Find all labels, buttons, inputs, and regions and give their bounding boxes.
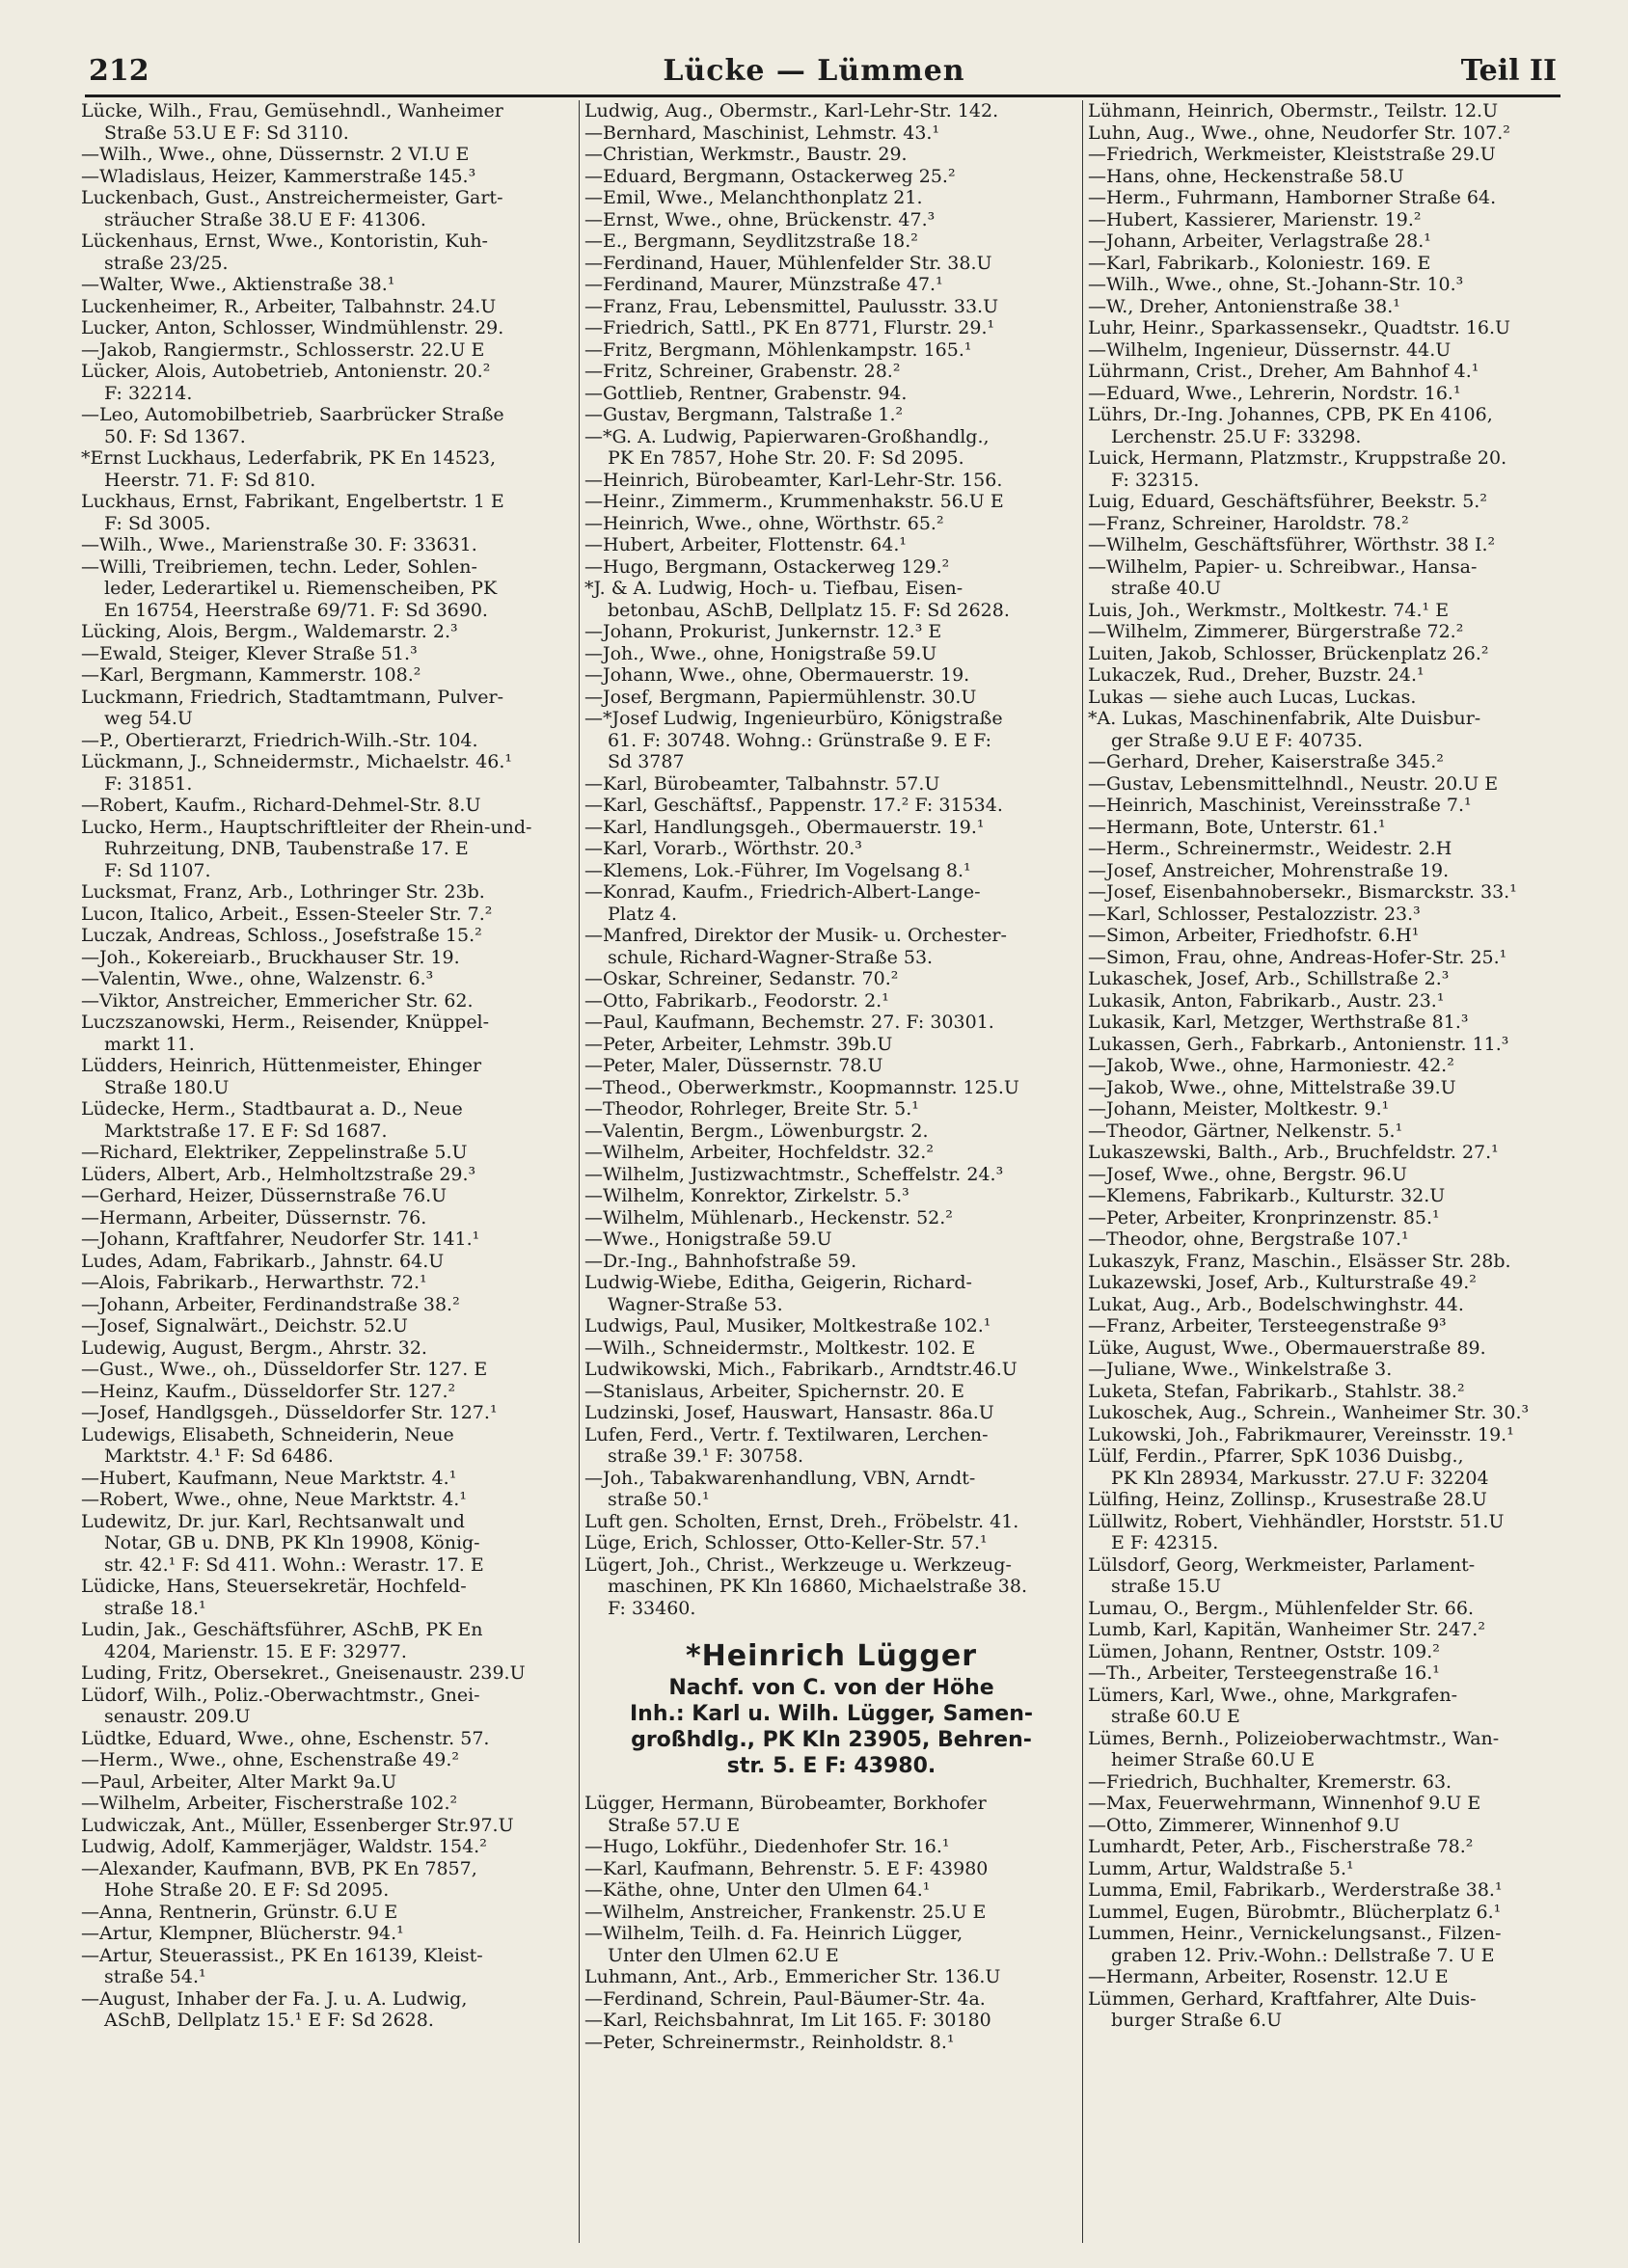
entry-continuation: leder, Lederartikel u. Riemenscheiben, PK [104, 578, 498, 599]
directory-entry: —Jakob, Wwe., ohne, Harmoniestr. 42.² [1088, 1055, 1454, 1076]
column-3 [1088, 100, 1570, 2243]
directory-entry: —Heinz, Kaufm., Düsseldorfer Str. 127.² [81, 1380, 456, 1402]
directory-entry: Lügert, Joh., Christ., Werkzeuge u. Werkzeug- [584, 1553, 1012, 1576]
directory-entry: —Hubert, Arbeiter, Flottenstr. 64.¹ [584, 534, 907, 555]
directory-entry: Luft gen. Scholten, Ernst, Dreh., Fröbelstr. 41. [584, 1510, 1019, 1532]
directory-entry: Luketa, Stefan, Fabrikarb., Stahlstr. 38.² [1088, 1380, 1465, 1402]
directory-entry: —Josef, Wwe., ohne, Bergstr. 96.U [1088, 1163, 1408, 1185]
directory-entry: —Ewald, Steiger, Klever Straße 51.³ [81, 642, 418, 664]
entry-continuation: betonbau, ASchB, Dellplatz 15. F: Sd 2628. [608, 599, 1010, 621]
directory-entry: Luckenbach, Gust., Anstreichermeister, Gart- [81, 187, 503, 208]
directory-entry: Luczak, Andreas, Schloss., Josefstraße 15.² [81, 925, 482, 946]
entry-continuation: sträucher Straße 38.U E F: 41306. [104, 208, 426, 230]
entry-continuation: weg 54.U [104, 708, 193, 729]
directory-entry: —Johann, Arbeiter, Ferdinandstraße 38.² [81, 1293, 460, 1315]
directory-entry: —Karl, Kaufmann, Behrenstr. 5. E F: 43980 [584, 1857, 989, 1879]
directory-entry: Lucker, Anton, Schlosser, Windmühlenstr. 29. [81, 317, 504, 338]
directory-entry: —Heinrich, Maschinist, Vereinsstraße 7.¹ [1088, 795, 1472, 816]
column-divider [1082, 100, 1083, 2243]
directory-entry: Lumhardt, Peter, Arb., Fischerstraße 78.² [1088, 1836, 1474, 1857]
directory-entry: Lukassen, Gerh., Fabrkarb., Antonienstr. 11.³ [1088, 1033, 1509, 1055]
entry-continuation: Unter den Ulmen 62.U E [608, 1944, 839, 1966]
directory-entry: —Willi, Treibriemen, techn. Leder, Sohlen- [81, 555, 477, 578]
directory-entry: Lukazewski, Josef, Arb., Kulturstraße 49.² [1088, 1272, 1477, 1293]
entry-continuation: maschinen, PK Kln 16860, Michaelstraße 38. [608, 1576, 1027, 1597]
directory-entry: Luhn, Aug., Wwe., ohne, Neudorfer Str. 107.² [1088, 122, 1510, 144]
directory-entry: Lumb, Karl, Kapitän, Wanheimer Str. 247.² [1088, 1619, 1485, 1640]
directory-entry: Lumm, Artur, Waldstraße 5.¹ [1088, 1857, 1354, 1879]
entry-continuation: heimer Straße 60.U E [1111, 1749, 1316, 1770]
directory-entry: Lukasik, Anton, Fabrikarb., Austr. 23.¹ [1088, 989, 1445, 1012]
directory-entry: —Joh., Tabakwarenhandlung, VBN, Arndt- [584, 1467, 976, 1489]
entry-continuation: F: 32214. [104, 382, 193, 404]
directory-entry: —Wilh., Wwe., Marienstraße 30. F: 33631. [81, 534, 477, 555]
directory-entry: —Th., Arbeiter, Tersteegenstraße 16.¹ [1088, 1662, 1440, 1684]
entry-continuation: markt 11. [104, 1033, 195, 1055]
directory-entry: —Karl, Reichsbahnrat, Im Lit 165. F: 30180 [584, 2010, 991, 2031]
entry-continuation: F: 31851. [104, 772, 193, 795]
directory-entry: —Emil, Wwe., Melanchthonplatz 21. [584, 187, 923, 208]
directory-entry: Ludwiczak, Ant., Müller, Essenberger Str.97.U [81, 1814, 514, 1836]
directory-entry: —Ferdinand, Schrein, Paul-Bäumer-Str. 4a. [584, 1987, 986, 2010]
entry-continuation: burger Straße 6.U [1111, 2010, 1283, 2031]
directory-entry: Lümes, Bernh., Polizeioberwachtmstr., Wan- [1088, 1727, 1500, 1749]
directory-entry: —Ernst, Wwe., ohne, Brückenstr. 47.³ [584, 208, 936, 230]
directory-entry: Lühmann, Heinrich, Obermstr., Teilstr. 12.U [1088, 100, 1499, 122]
entry-continuation: F: 32315. [1111, 469, 1200, 491]
directory-entry: —Valentin, Wwe., ohne, Walzenstr. 6.³ [81, 968, 434, 989]
directory-entry: —Richard, Elektriker, Zeppelinstraße 5.U [81, 1142, 468, 1163]
directory-entry: —Heinrich, Bürobeamter, Karl-Lehr-Str. 156. [584, 469, 1003, 491]
directory-entry: —Karl, Bürobeamter, Talbahnstr. 57.U [584, 772, 940, 795]
directory-entry: Lukas — siehe auch Lucas, Luckas. [1088, 686, 1417, 708]
entry-continuation: 4204, Marienstr. 15. E F: 32977. [104, 1640, 407, 1662]
advertisement-line: Nachf. von C. von der Höhe [668, 1676, 994, 1700]
directory-entry: Lümen, Johann, Rentner, Oststr. 109.² [1088, 1640, 1440, 1662]
column-1 [81, 100, 575, 2243]
directory-entry: Ludin, Jak., Geschäftsführer, ASchB, PK En [81, 1619, 483, 1640]
directory-entry: —Gottlieb, Rentner, Grabenstr. 94. [584, 382, 908, 404]
directory-entry: Luhmann, Ant., Arb., Emmericher Str. 136.U [584, 1966, 1001, 1987]
directory-entry: —Gustav, Bergmann, Talstraße 1.² [584, 404, 904, 425]
directory-entry: —Hubert, Kaufmann, Neue Marktstr. 4.¹ [81, 1467, 457, 1489]
header-rule [85, 94, 1560, 97]
entry-continuation: Hohe Straße 20. E F: Sd 2095. [104, 1879, 390, 1901]
directory-entry: Luding, Fritz, Obersekret., Gneisenaustr. 239.U [81, 1662, 526, 1684]
column-divider [579, 100, 580, 2243]
directory-entry: —Paul, Arbeiter, Alter Markt 9a.U [81, 1770, 397, 1793]
directory-entry: —Franz, Schreiner, Haroldstr. 78.² [1088, 512, 1409, 534]
directory-entry: —Bernhard, Maschinist, Lehmstr. 43.¹ [584, 122, 940, 144]
directory-entry: —Peter, Arbeiter, Kronprinzenstr. 85.¹ [1088, 1206, 1440, 1228]
directory-entry: —Ferdinand, Maurer, Münzstraße 47.¹ [584, 274, 943, 295]
directory-entry: Luick, Hermann, Platzmstr., Kruppstraße 20. [1088, 447, 1507, 469]
entry-continuation: str. 42.¹ F: Sd 411. Wohn.: Werastr. 17. E [104, 1553, 484, 1576]
directory-entry: Luckhaus, Ernst, Fabrikant, Engelbertstr. 1 E [81, 491, 504, 512]
directory-entry: —Hans, ohne, Heckenstraße 58.U [1088, 165, 1404, 187]
directory-entry: Lülsdorf, Georg, Werkmeister, Parlament- [1088, 1553, 1476, 1576]
directory-entry: —Valentin, Bergm., Löwenburgstr. 2. [584, 1120, 929, 1142]
directory-entry: —Heinrich, Wwe., ohne, Wörthstr. 65.² [584, 512, 944, 534]
column-2 [584, 100, 1078, 2243]
directory-entry: —Theod., Oberwerkmstr., Koopmannstr. 125.U [584, 1076, 1019, 1098]
entry-continuation: straße 39.¹ F: 30758. [608, 1445, 804, 1467]
directory-entry: —Hermann, Bote, Unterstr. 61.¹ [1088, 816, 1386, 838]
directory-entry: Lucksmat, Franz, Arb., Lothringer Str. 23b. [81, 881, 485, 903]
directory-entry: —Simon, Arbeiter, Friedhofstr. 6.H¹ [1088, 925, 1420, 946]
directory-entry: Lummen, Heinr., Vernickelungsanst., Filzen- [1088, 1923, 1502, 1944]
advertisement-line: Inh.: Karl u. Wilh. Lügger, Samen- [629, 1702, 1034, 1726]
directory-entry: —Gustav, Lebensmittelhndl., Neustr. 20.U E [1088, 772, 1499, 795]
directory-entry: —Wwe., Honigstraße 59.U [584, 1228, 832, 1250]
advertisement-line: großhdlg., PK Kln 23905, Behren- [631, 1728, 1032, 1752]
directory-entry: —Friedrich, Buchhalter, Kremerstr. 63. [1088, 1770, 1452, 1793]
directory-entry: —Wilhelm, Geschäftsführer, Wörthstr. 38 I.² [1088, 534, 1496, 555]
directory-entry: —Wilhelm, Konrektor, Zirkelstr. 5.³ [584, 1185, 909, 1206]
directory-entry: Lummel, Eugen, Bürobmtr., Blücherplatz 6.¹ [1088, 1901, 1502, 1923]
directory-entry: Luckmann, Friedrich, Stadtamtmann, Pulver- [81, 686, 504, 708]
entry-continuation: Ruhrzeitung, DNB, Taubenstraße 17. E [104, 838, 469, 859]
entry-continuation: E F: 42315. [1111, 1532, 1219, 1553]
directory-entry: —Johann, Wwe., ohne, Obermauerstr. 19. [584, 664, 970, 686]
directory-entry: —Klemens, Lok.-Führer, Im Vogelsang 8.¹ [584, 859, 971, 881]
entry-continuation: F: 33460. [608, 1597, 696, 1619]
directory-entry: —Alexander, Kaufmann, BVB, PK En 7857, [81, 1857, 477, 1879]
directory-entry: —August, Inhaber der Fa. J. u. A. Ludwig, [81, 1987, 468, 2010]
directory-entry: —Karl, Handlungsgeh., Obermauerstr. 19.¹ [584, 816, 985, 838]
entry-continuation: Notar, GB u. DNB, PK Kln 19908, König- [104, 1532, 480, 1553]
directory-entry: —Wilh., Wwe., ohne, Düssernstr. 2 VI.U E [81, 144, 470, 165]
directory-entry: —Peter, Schreinermstr., Reinholdstr. 8.¹ [584, 2031, 955, 2053]
directory-entry: Lücking, Alois, Bergm., Waldemarstr. 2.³ [81, 621, 458, 642]
directory-entry: Lumau, O., Bergm., Mühlenfelder Str. 66. [1088, 1597, 1474, 1619]
directory-entry: Lüdicke, Hans, Steuersekretär, Hochfeld- [81, 1576, 467, 1597]
directory-entry: —Hermann, Arbeiter, Rosenstr. 12.U E [1088, 1966, 1449, 1987]
directory-entry: —Hubert, Kassierer, Marienstr. 19.² [1088, 208, 1422, 230]
directory-entry: —Karl, Fabrikarb., Koloniestr. 169. E [1088, 252, 1431, 274]
directory-entry: Ludwigs, Paul, Musiker, Moltkestraße 102.¹ [584, 1315, 991, 1336]
directory-entry: Lukasik, Karl, Metzger, Werthstraße 81.³ [1088, 1012, 1469, 1033]
directory-entry: Lüdtke, Eduard, Wwe., ohne, Eschenstr. 57. [81, 1727, 490, 1749]
directory-entry: Luczszanowski, Herm., Reisender, Knüppel- [81, 1012, 490, 1033]
directory-entry: —Herm., Fuhrmann, Hamborner Straße 64. [1088, 187, 1497, 208]
directory-entry: Ludzinski, Josef, Hauswart, Hansastr. 86a.U [584, 1402, 994, 1423]
directory-entry: —Gerhard, Heizer, Düssernstraße 76.U [81, 1185, 448, 1206]
directory-entry: —Wilhelm, Ingenieur, Düssernstr. 44.U [1088, 338, 1452, 361]
directory-entry: —Hugo, Bergmann, Ostackerweg 129.² [584, 555, 950, 578]
directory-entry: *J. & A. Ludwig, Hoch- u. Tiefbau, Eisen- [584, 578, 963, 599]
directory-entry: —Artur, Klempner, Blücherstr. 94.¹ [81, 1923, 404, 1944]
directory-entry: —Wilh., Wwe., ohne, St.-Johann-Str. 10.³ [1088, 274, 1464, 295]
directory-entry: —Wilhelm, Arbeiter, Fischerstraße 102.² [81, 1793, 458, 1814]
entry-continuation: straße 23/25. [104, 252, 229, 274]
directory-entry: —Anna, Rentnerin, Grünstr. 6.U E [81, 1901, 398, 1923]
directory-entry: Lührmann, Crist., Dreher, Am Bahnhof 4.¹ [1088, 361, 1479, 382]
directory-entry: —Wladislaus, Heizer, Kammerstraße 145.³ [81, 165, 476, 187]
directory-entry: Lukaszewski, Balth., Arb., Bruchfeldstr. 27.¹ [1088, 1142, 1499, 1163]
entry-continuation: straße 40.U [1111, 578, 1221, 599]
entry-continuation: Lerchenstr. 25.U F: 33298. [1111, 425, 1362, 447]
directory-entry: —Hugo, Lokführ., Diedenhofer Str. 16.¹ [584, 1836, 950, 1857]
directory-entry: Lücker, Alois, Autobetrieb, Antonienstr. 20.² [81, 361, 491, 382]
directory-entry: —Klemens, Fabrikarb., Kulturstr. 32.U [1088, 1185, 1446, 1206]
directory-entry: Ludwig-Wiebe, Editha, Geigerin, Richard- [584, 1272, 972, 1293]
entry-continuation: straße 54.¹ [104, 1966, 206, 1987]
directory-entry: —Johann, Kraftfahrer, Neudorfer Str. 141.¹ [81, 1228, 480, 1250]
directory-entry: Lückenhaus, Ernst, Wwe., Kontoristin, Kuh- [81, 230, 488, 252]
directory-entry: —Wilhelm, Arbeiter, Hochfeldstr. 32.² [584, 1142, 934, 1163]
directory-entry: —Joh., Wwe., ohne, Honigstraße 59.U [584, 642, 937, 664]
directory-entry: —Hermann, Arbeiter, Düssernstr. 76. [81, 1206, 427, 1228]
directory-entry: —Dr.-Ing., Bahnhofstraße 59. [584, 1250, 857, 1272]
directory-entry: Ludewitz, Dr. jur. Karl, Rechtsanwalt und [81, 1510, 465, 1532]
directory-entry: Lügger, Hermann, Bürobeamter, Borkhofer [584, 1793, 987, 1814]
entry-continuation: ger Straße 9.U E F: 40735. [1111, 729, 1364, 751]
directory-entry: —Viktor, Anstreicher, Emmericher Str. 62. [81, 989, 474, 1012]
entry-continuation: Platz 4. [608, 903, 678, 925]
entry-continuation: Marktstraße 17. E F: Sd 1687. [104, 1120, 388, 1142]
entry-continuation: straße 15.U [1111, 1576, 1221, 1597]
entry-continuation: Heerstr. 71. F: Sd 810. [104, 469, 316, 491]
directory-entry: —Robert, Wwe., ohne, Neue Marktstr. 4.¹ [81, 1489, 467, 1510]
directory-entry: —Otto, Zimmerer, Winnenhof 9.U [1088, 1814, 1400, 1836]
directory-entry: —Leo, Automobilbetrieb, Saarbrücker Straße [81, 404, 504, 425]
entry-continuation: straße 50.¹ [608, 1489, 710, 1510]
entry-continuation: Straße 53.U E F: Sd 3110. [104, 122, 349, 144]
directory-entry: Lülf, Ferdin., Pfarrer, SpK 1036 Duisbg., [1088, 1445, 1464, 1467]
directory-entry: —Theodor, Gärtner, Nelkenstr. 5.¹ [1088, 1120, 1403, 1142]
directory-entry: Lufen, Ferd., Vertr. f. Textilwaren, Lerchen- [584, 1423, 989, 1445]
entry-continuation: ASchB, Dellplatz 15.¹ E F: Sd 2628. [104, 2010, 434, 2031]
directory-entry: Lucko, Herm., Hauptschriftleiter der Rhein-und- [81, 816, 532, 838]
directory-entry: Luhr, Heinr., Sparkassensekr., Quadtstr. 16.U [1088, 317, 1511, 338]
entry-continuation: PK Kln 28934, Markusstr. 27.U F: 32204 [1111, 1467, 1489, 1489]
directory-entry: —Franz, Frau, Lebensmittel, Paulusstr. 33.U [584, 295, 999, 317]
directory-entry: Lülfing, Heinz, Zollinsp., Krusestraße 28.U [1088, 1489, 1487, 1510]
directory-entry: —Herm., Wwe., ohne, Eschenstraße 49.² [81, 1749, 460, 1770]
entry-continuation: senaustr. 209.U [104, 1706, 251, 1727]
directory-entry: Lukat, Aug., Arb., Bodelschwinghstr. 44. [1088, 1293, 1464, 1315]
entry-continuation: Sd 3787 [608, 751, 685, 772]
directory-entry: —Juliane, Wwe., Winkelstraße 3. [1088, 1359, 1393, 1380]
directory-entry: Lüllwitz, Robert, Viehhändler, Horststr. 51.U [1088, 1510, 1505, 1532]
directory-entry: Lüke, August, Wwe., Obermauerstraße 89. [1088, 1336, 1486, 1359]
entry-continuation: En 16754, Heerstraße 69/71. F: Sd 3690. [104, 599, 488, 621]
directory-entry: —Robert, Kaufm., Richard-Dehmel-Str. 8.U [81, 795, 481, 816]
directory-entry: Lucon, Italico, Arbeit., Essen-Steeler Str. 7.² [81, 903, 493, 925]
directory-entry: —Max, Feuerwehrmann, Winnenhof 9.U E [1088, 1793, 1481, 1814]
directory-entry: —Fritz, Schreiner, Grabenstr. 28.² [584, 361, 901, 382]
directory-entry: —Otto, Fabrikarb., Feodorstr. 2.¹ [584, 989, 889, 1012]
directory-entry: —P., Obertierarzt, Friedrich-Wilh.-Str. 104. [81, 729, 478, 751]
directory-entry: —Wilh., Schneidermstr., Moltkestr. 102. E [584, 1336, 976, 1359]
directory-entry: —Fritz, Bergmann, Möhlenkampstr. 165.¹ [584, 338, 972, 361]
entry-continuation: graben 12. Priv.-Wohn.: Dellstraße 7. U E [1111, 1944, 1495, 1966]
directory-entry: Lüdders, Heinrich, Hüttenmeister, Ehinger [81, 1055, 482, 1076]
directory-entry: —Oskar, Schreiner, Sedanstr. 70.² [584, 968, 899, 989]
page-number: 212 [89, 54, 149, 88]
directory-entry: —Wilhelm, Anstreicher, Frankenstr. 25.U E [584, 1901, 987, 1923]
directory-entry: —Jakob, Rangiermstr., Schlosserstr. 22.U E [81, 338, 485, 361]
directory-entry: Lümmen, Gerhard, Kraftfahrer, Alte Duis- [1088, 1987, 1477, 2010]
directory-entry: —W., Dreher, Antonienstraße 38.¹ [1088, 295, 1400, 317]
entry-continuation: Wagner-Straße 53. [608, 1293, 783, 1315]
directory-entry: Lukoschek, Aug., Schrein., Wanheimer Str. 30.³ [1088, 1402, 1530, 1423]
directory-entry: Ludwikowski, Mich., Fabrikarb., Arndtstr.46.U [584, 1359, 1018, 1380]
directory-entry: *Ernst Luckhaus, Lederfabrik, PK En 14523, [81, 447, 497, 469]
running-title: Lücke — Lümmen [663, 54, 965, 88]
directory-entry: —Käthe, ohne, Unter den Ulmen 64.¹ [584, 1879, 931, 1901]
column-2-bottom [584, 1793, 1078, 2053]
entry-continuation: schule, Richard-Wagner-Straße 53. [608, 946, 934, 968]
column-2-top [584, 100, 1078, 1619]
directory-entry: —Artur, Steuerassist., PK En 16139, Kleist- [81, 1944, 483, 1966]
entry-continuation: PK En 7857, Hohe Str. 20. F: Sd 2095. [608, 447, 964, 469]
directory-entry: Lührs, Dr.-Ing. Johannes, CPB, PK En 4106, [1088, 404, 1493, 425]
directory-entry: —E., Bergmann, Seydlitzstraße 18.² [584, 230, 918, 252]
directory-entry: —Konrad, Kaufm., Friedrich-Albert-Lange- [584, 881, 981, 903]
directory-entry: Lüge, Erich, Schlosser, Otto-Keller-Str. 57.¹ [584, 1532, 988, 1553]
directory-entry: —Simon, Frau, ohne, Andreas-Hofer-Str. 25.¹ [1088, 946, 1507, 968]
directory-entry: —Christian, Werkmstr., Baustr. 29. [584, 144, 908, 165]
directory-entry: Ludwig, Aug., Obermstr., Karl-Lehr-Str. 142. [584, 100, 999, 122]
directory-entry: Ludwig, Adolf, Kammerjäger, Waldstr. 154.² [81, 1836, 487, 1857]
entry-continuation: straße 18.¹ [104, 1597, 206, 1619]
directory-entry: —Stanislaus, Arbeiter, Spichernstr. 20. E [584, 1380, 965, 1402]
directory-entry: —Josef, Eisenbahnobersekr., Bismarckstr. 33.¹ [1088, 881, 1517, 903]
directory-entry: —Josef, Handlgsgeh., Düsseldorfer Str. 127.¹ [81, 1402, 498, 1423]
directory-entry: —Eduard, Wwe., Lehrerin, Nordstr. 16.¹ [1088, 382, 1461, 404]
directory-entry: —Wilhelm, Zimmerer, Bürgerstraße 72.² [1088, 621, 1464, 642]
directory-entry: —Gust., Wwe., oh., Düsseldorfer Str. 127. E [81, 1359, 488, 1380]
advertisement-line: str. 5. E F: 43980. [726, 1754, 936, 1778]
directory-entry: —Karl, Schlosser, Pestalozzistr. 23.³ [1088, 903, 1421, 925]
entry-continuation: Straße 57.U E [608, 1814, 741, 1836]
directory-entry: Lukowski, Joh., Fabrikmaurer, Vereinsstr. 19.¹ [1088, 1423, 1514, 1445]
directory-entry: Lumma, Emil, Fabrikarb., Werderstraße 38.¹ [1088, 1879, 1503, 1901]
directory-entry: Ludewigs, Elisabeth, Schneiderin, Neue [81, 1423, 454, 1445]
directory-entry: —Manfred, Direktor der Musik- u. Orchester- [584, 925, 1007, 946]
directory-entry: Lukaszyk, Franz, Maschin., Elsässer Str. 28b. [1088, 1250, 1511, 1272]
advertisement-title: *Heinrich Lügger [685, 1639, 977, 1673]
directory-entry: —Josef, Anstreicher, Mohrenstraße 19. [1088, 859, 1450, 881]
directory-entry: —Wilhelm, Papier- u. Schreibwar., Hansa- [1088, 555, 1478, 578]
directory-entry: Lüdorf, Wilh., Poliz.-Oberwachtmstr., Gnei- [81, 1684, 480, 1706]
directory-entry: —Wilhelm, Mühlenarb., Heckenstr. 52.² [584, 1206, 953, 1228]
directory-entry: —Johann, Prokurist, Junkernstr. 12.³ E [584, 621, 942, 642]
directory-entry: —Franz, Arbeiter, Tersteegenstraße 9³ [1088, 1315, 1447, 1336]
advertisement [584, 1638, 1078, 1779]
directory-entry: —Friedrich, Sattl., PK En 8771, Flurstr. 29.¹ [584, 317, 995, 338]
directory-entry: —*Josef Ludwig, Ingenieurbüro, Königstraße [584, 708, 1003, 729]
directory-entry: —Paul, Kaufmann, Bechemstr. 27. F: 30301. [584, 1012, 994, 1033]
directory-entry: —Karl, Bergmann, Kammerstr. 108.² [81, 664, 421, 686]
directory-entry: Ludes, Adam, Fabrikarb., Jahnstr. 64.U [81, 1250, 445, 1272]
directory-entry: Lüdecke, Herm., Stadtbaurat a. D., Neue [81, 1098, 463, 1120]
directory-entry: —Friedrich, Werkmeister, Kleiststraße 29.U [1088, 144, 1496, 165]
entry-continuation: straße 60.U E [1111, 1706, 1240, 1727]
directory-entry: —Walter, Wwe., Aktienstraße 38.¹ [81, 274, 395, 295]
part-label: Teil II [1460, 54, 1557, 88]
directory-entry: —Wilhelm, Teilh. d. Fa. Heinrich Lügger, [584, 1923, 963, 1944]
directory-entry: —Johann, Meister, Moltkestr. 9.¹ [1088, 1098, 1390, 1120]
directory-entry: Lukaczek, Rud., Dreher, Buzstr. 24.¹ [1088, 664, 1424, 686]
directory-entry: —Josef, Signalwärt., Deichstr. 52.U [81, 1315, 408, 1336]
directory-entry: —Jakob, Wwe., ohne, Mittelstraße 39.U [1088, 1076, 1456, 1098]
directory-entry: Ludewig, August, Bergm., Ahrstr. 32. [81, 1336, 427, 1359]
directory-entry: Luig, Eduard, Geschäftsführer, Beekstr. 5.² [1088, 491, 1487, 512]
directory-entry: —*G. A. Ludwig, Papierwaren-Großhandlg., [584, 425, 990, 447]
directory-entry: —Karl, Geschäftsf., Pappenstr. 17.² F: 31534. [584, 795, 1003, 816]
directory-entry: —Eduard, Bergmann, Ostackerweg 25.² [584, 165, 956, 187]
directory-entry: Lücke, Wilh., Frau, Gemüsehndl., Wanheimer [81, 100, 503, 122]
directory-entry: Luckenheimer, R., Arbeiter, Talbahnstr. 24.U [81, 295, 497, 317]
directory-entry: —Heinr., Zimmerm., Krummenhakstr. 56.U E [584, 491, 1004, 512]
directory-entry: —Alois, Fabrikarb., Herwarthstr. 72.¹ [81, 1272, 427, 1293]
directory-entry: —Joh., Kokereiarb., Bruckhauser Str. 19. [81, 946, 460, 968]
entry-continuation: Marktstr. 4.¹ F: Sd 6486. [104, 1445, 334, 1467]
entry-continuation: 50. F: Sd 1367. [104, 425, 246, 447]
directory-entry: Luis, Joh., Werkmstr., Moltkestr. 74.¹ E [1088, 599, 1450, 621]
directory-entry: *A. Lukas, Maschinenfabrik, Alte Duisbur- [1088, 708, 1481, 729]
directory-entry: —Johann, Arbeiter, Verlagstraße 28.¹ [1088, 230, 1431, 252]
entry-continuation: F: Sd 1107. [104, 859, 211, 881]
directory-entry: —Josef, Bergmann, Papiermühlenstr. 30.U [584, 686, 977, 708]
entry-continuation: Straße 180.U [104, 1076, 230, 1098]
directory-entry: —Karl, Vorarb., Wörthstr. 20.³ [584, 838, 862, 859]
directory-entry: —Wilhelm, Justizwachtmstr., Scheffelstr. 24.³ [584, 1163, 1004, 1185]
directory-entry: Lückmann, J., Schneidermstr., Michaelstr. 46.¹ [81, 751, 512, 772]
directory-entry: Lümers, Karl, Wwe., ohne, Markgrafen- [1088, 1684, 1458, 1706]
directory-entry: —Peter, Arbeiter, Lehmstr. 39b.U [584, 1033, 893, 1055]
directory-entry: —Ferdinand, Hauer, Mühlenfelder Str. 38.U [584, 252, 992, 274]
directory-entry: —Herm., Schreinermstr., Weidestr. 2.H [1088, 838, 1452, 859]
entry-continuation: 61. F: 30748. Wohng.: Grünstraße 9. E F: [608, 729, 992, 751]
directory-entry: Lukaschek, Josef, Arb., Schillstraße 2.³ [1088, 968, 1450, 989]
directory-entry: Luiten, Jakob, Schlosser, Brückenplatz 26.² [1088, 642, 1489, 664]
directory-entry: Lüders, Albert, Arb., Helmholtzstraße 29.³ [81, 1163, 476, 1185]
directory-entry: —Peter, Maler, Düssernstr. 78.U [584, 1055, 883, 1076]
entry-continuation: F: Sd 3005. [104, 512, 211, 534]
directory-entry: —Theodor, Rohrleger, Breite Str. 5.¹ [584, 1098, 919, 1120]
directory-entry: —Gerhard, Dreher, Kaiserstraße 345.² [1088, 751, 1444, 772]
directory-entry: —Theodor, ohne, Bergstraße 107.¹ [1088, 1228, 1409, 1250]
